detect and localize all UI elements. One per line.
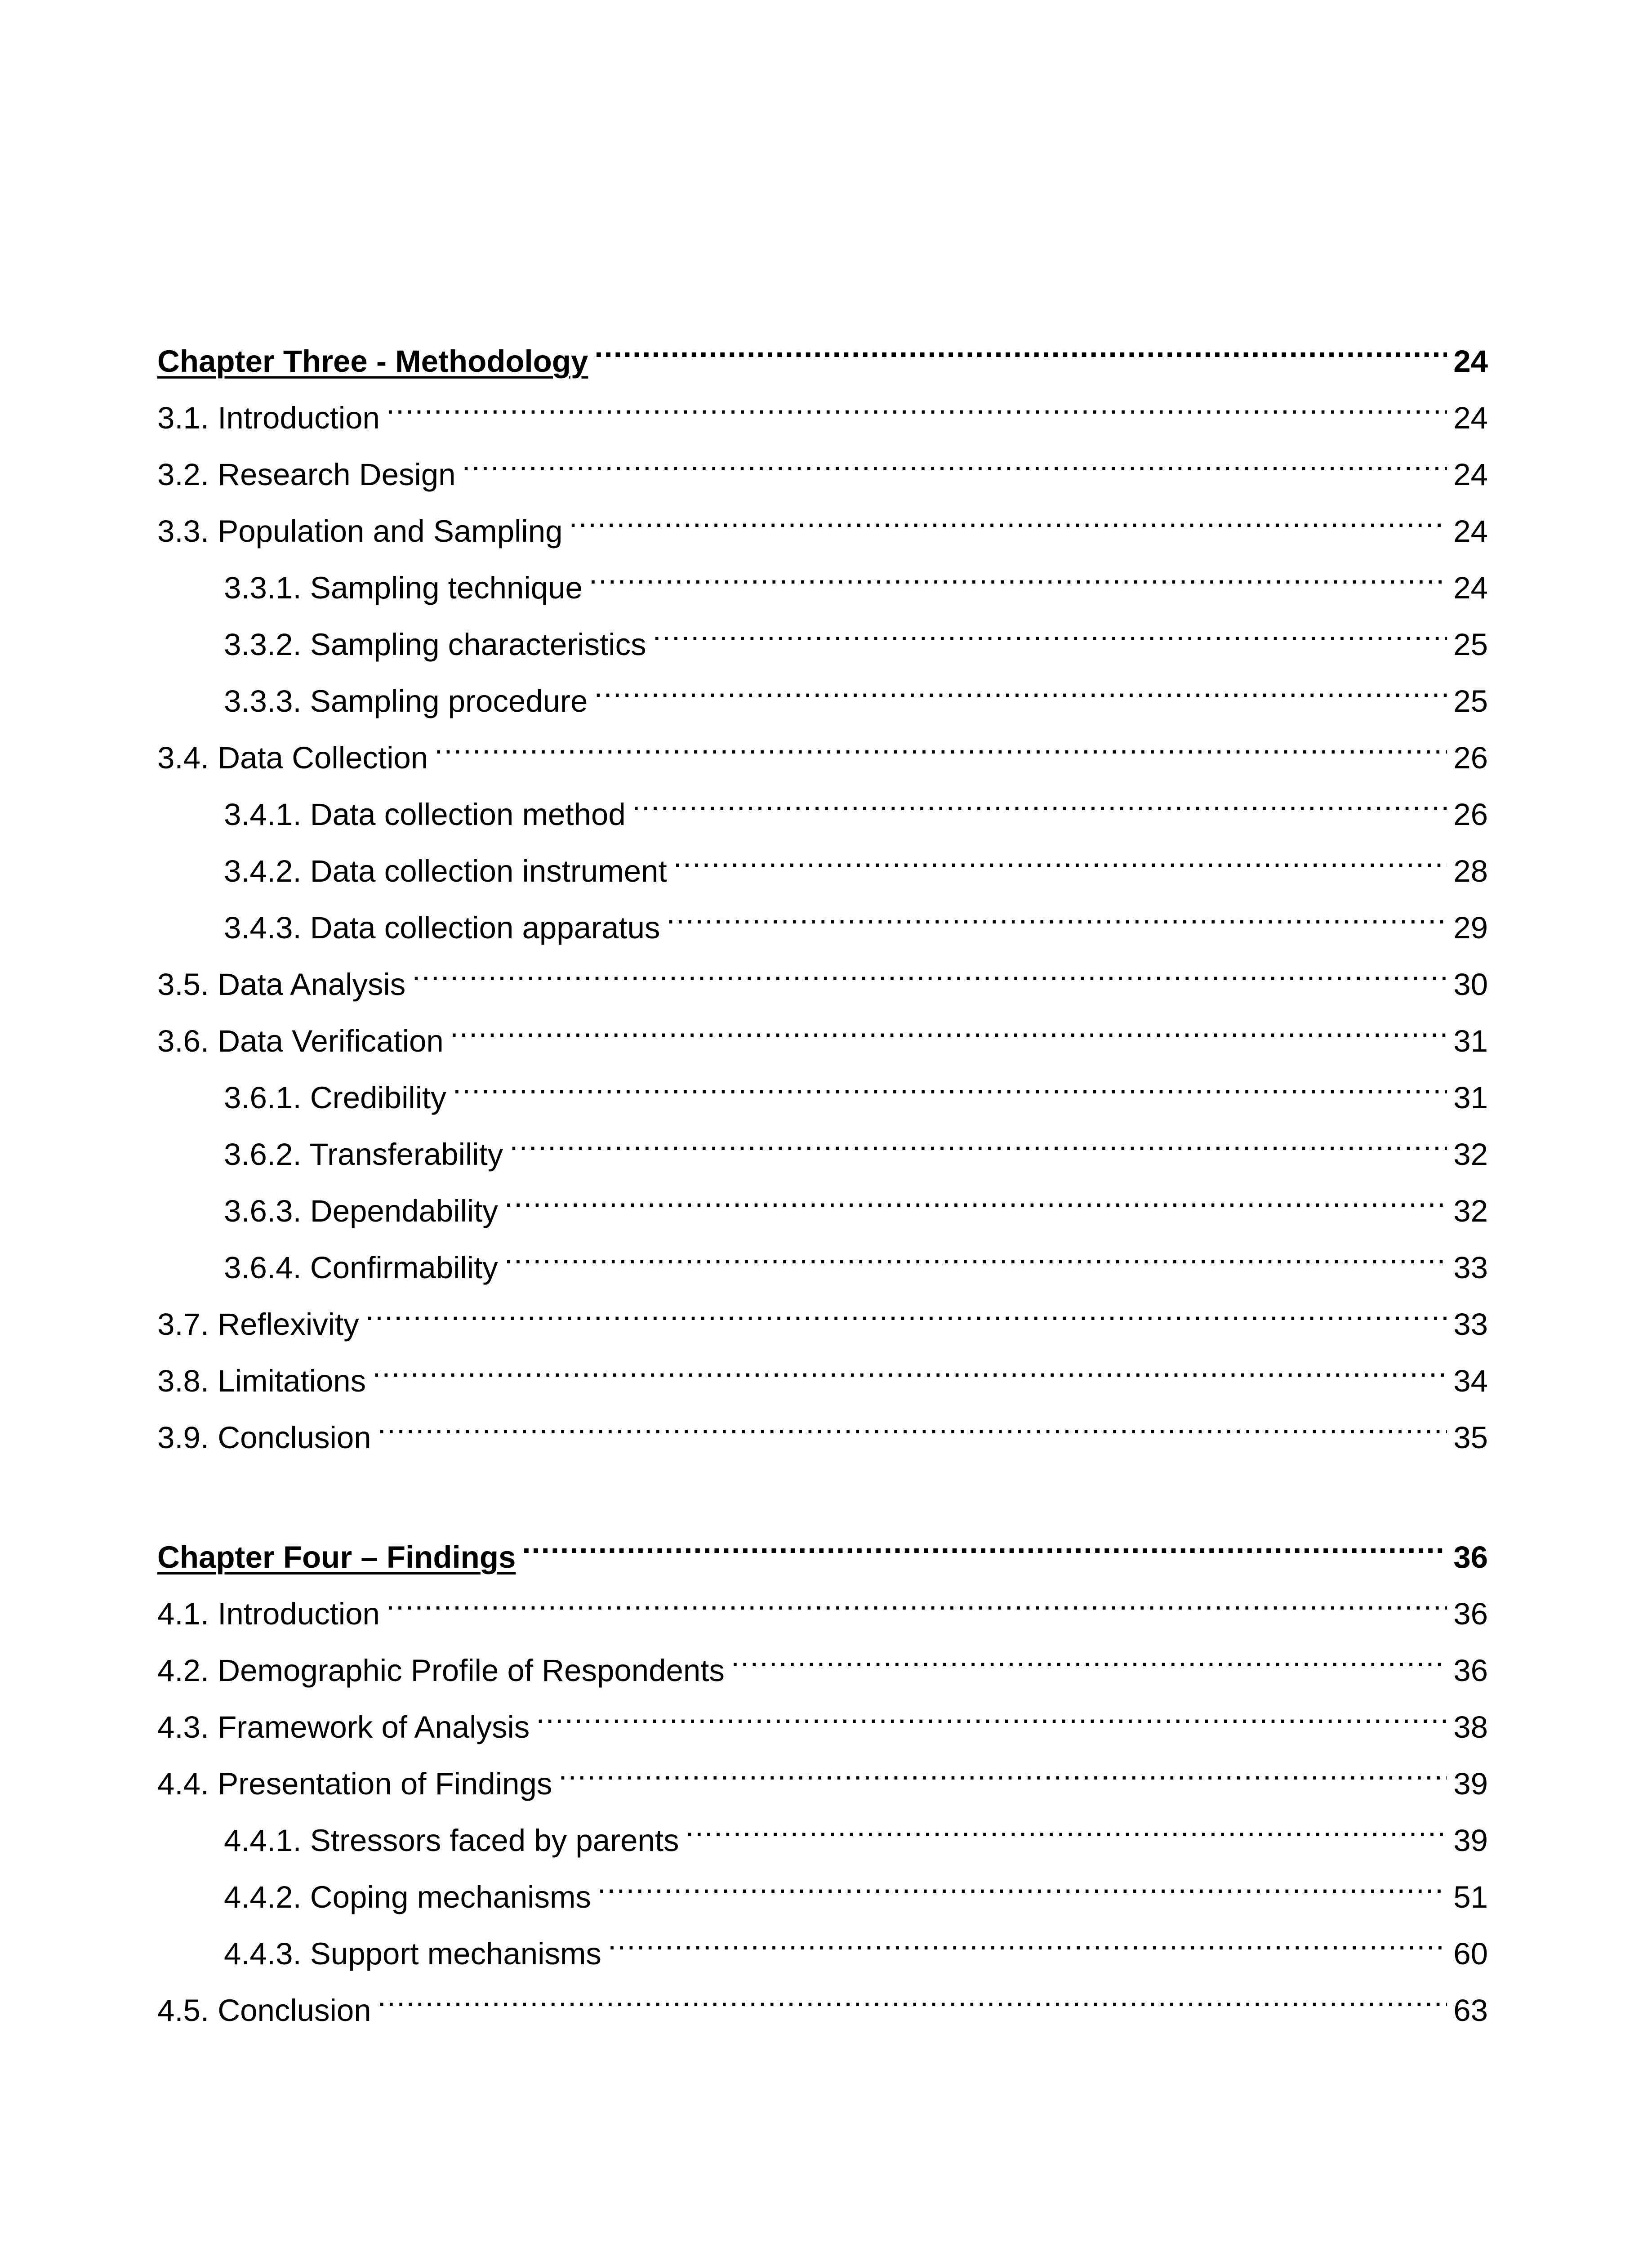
toc-subsection-entry[interactable] xyxy=(157,1806,1488,1858)
toc-entry-title: Chapter Four – Findings xyxy=(157,1540,516,1574)
dot-leader xyxy=(504,1233,1447,1278)
dot-leader xyxy=(536,1693,1447,1738)
toc-entry-title: 3.8. Limitations xyxy=(157,1364,366,1398)
toc-page-number: 51 xyxy=(1453,1880,1488,1914)
toc-entry-title: 4.5. Conclusion xyxy=(157,1993,371,2028)
toc-page-number: 32 xyxy=(1453,1194,1488,1228)
toc-page-number: 31 xyxy=(1453,1080,1488,1115)
toc-subsection-entry[interactable] xyxy=(157,1063,1488,1115)
toc-entry-title: Chapter Three - Methodology xyxy=(157,344,588,379)
toc-page-number: 25 xyxy=(1453,684,1488,718)
dot-leader xyxy=(608,1919,1447,1964)
toc-entry-title: 3.7. Reflexivity xyxy=(157,1307,359,1342)
toc-page-number: 24 xyxy=(1453,571,1488,605)
toc-subsection-entry[interactable] xyxy=(157,667,1488,718)
dot-leader xyxy=(673,837,1447,882)
toc-entry-title: 4.4. Presentation of Findings xyxy=(157,1766,552,1801)
toc-section-entry[interactable] xyxy=(157,1693,1488,1744)
toc-entry-title: 3.3.2. Sampling characteristics xyxy=(224,627,646,662)
dot-leader xyxy=(653,610,1447,655)
toc-entry-title: 3.6.4. Confirmability xyxy=(224,1250,498,1285)
dot-leader xyxy=(686,1806,1447,1851)
toc-entry-title: 3.1. Introduction xyxy=(157,401,380,435)
dot-leader xyxy=(504,1177,1447,1222)
dot-leader xyxy=(666,893,1447,938)
toc-entry-title: 4.3. Framework of Analysis xyxy=(157,1710,530,1744)
dot-leader xyxy=(386,1579,1447,1624)
toc-entry-title: 3.6.3. Dependability xyxy=(224,1194,498,1228)
toc-page-number: 24 xyxy=(1453,401,1488,435)
toc-chapter-heading[interactable] xyxy=(157,327,1488,379)
dot-leader xyxy=(597,1863,1447,1908)
toc-entry-title: 3.2. Research Design xyxy=(157,457,456,492)
toc-subsection-entry[interactable] xyxy=(157,837,1488,888)
toc-page-number: 32 xyxy=(1453,1137,1488,1172)
toc-subsection-entry[interactable] xyxy=(157,610,1488,662)
toc-page-number: 63 xyxy=(1453,1993,1488,2028)
dot-leader xyxy=(386,384,1447,428)
toc-section-entry[interactable] xyxy=(157,1749,1488,1801)
dot-leader xyxy=(453,1063,1447,1108)
toc-entry-title: 3.4.3. Data collection apparatus xyxy=(224,910,660,945)
toc-page-number: 39 xyxy=(1453,1823,1488,1858)
toc-chapter-heading[interactable] xyxy=(157,1523,1488,1574)
toc-entry-title: 3.9. Conclusion xyxy=(157,1420,371,1455)
toc-subsection-entry[interactable] xyxy=(157,1919,1488,1971)
toc-subsection-entry[interactable] xyxy=(157,780,1488,832)
toc-section-entry[interactable] xyxy=(157,1290,1488,1342)
toc-entry-title: 3.4. Data Collection xyxy=(157,740,428,775)
toc-page-number: 30 xyxy=(1453,967,1488,1002)
toc-page-number: 26 xyxy=(1453,740,1488,775)
dot-leader xyxy=(594,327,1447,372)
toc-page-number: 24 xyxy=(1453,457,1488,492)
toc-page-number: 29 xyxy=(1453,910,1488,945)
dot-leader xyxy=(509,1120,1447,1165)
toc-page-number: 24 xyxy=(1453,514,1488,549)
toc-entry-title: 4.4.2. Coping mechanisms xyxy=(224,1880,591,1914)
toc-subsection-entry[interactable] xyxy=(157,1863,1488,1914)
dot-leader xyxy=(594,667,1447,712)
toc-subsection-entry[interactable] xyxy=(157,1233,1488,1285)
toc-entry-title: 3.3. Population and Sampling xyxy=(157,514,563,549)
toc-page-number: 39 xyxy=(1453,1766,1488,1801)
toc-page-number: 60 xyxy=(1453,1936,1488,1971)
toc-section-entry[interactable] xyxy=(157,1579,1488,1631)
dot-leader xyxy=(378,1976,1447,2021)
toc-page-number: 28 xyxy=(1453,854,1488,888)
toc-subsection-entry[interactable] xyxy=(157,1120,1488,1172)
toc-entry-title: 4.4.3. Support mechanisms xyxy=(224,1936,601,1971)
toc-page-number: 33 xyxy=(1453,1250,1488,1285)
toc-subsection-entry[interactable] xyxy=(157,553,1488,605)
dot-leader xyxy=(372,1347,1447,1392)
toc-section-entry[interactable] xyxy=(157,1007,1488,1058)
toc-entry-title: 4.1. Introduction xyxy=(157,1597,380,1631)
toc-section-entry[interactable] xyxy=(157,440,1488,492)
toc-entry-title: 3.3.1. Sampling technique xyxy=(224,571,583,605)
toc-page-number: 38 xyxy=(1453,1710,1488,1744)
toc-page-number: 36 xyxy=(1453,1540,1488,1574)
dot-leader xyxy=(731,1636,1447,1681)
dot-leader xyxy=(558,1749,1447,1794)
toc-entry-title: 3.6. Data Verification xyxy=(157,1024,444,1058)
toc-entry-title: 3.6.1. Credibility xyxy=(224,1080,446,1115)
toc-page-number: 25 xyxy=(1453,627,1488,662)
toc-section-entry[interactable] xyxy=(157,723,1488,775)
toc-subsection-entry[interactable] xyxy=(157,1177,1488,1228)
toc-entry-title: 3.3.3. Sampling procedure xyxy=(224,684,588,718)
toc-section-entry[interactable] xyxy=(157,497,1488,549)
toc-section-entry[interactable] xyxy=(157,1636,1488,1688)
dot-leader xyxy=(450,1007,1447,1052)
toc-page-number: 34 xyxy=(1453,1364,1488,1398)
toc-page-number: 26 xyxy=(1453,797,1488,832)
dot-leader xyxy=(589,553,1447,598)
toc-page-number: 36 xyxy=(1453,1653,1488,1688)
toc-page-number: 35 xyxy=(1453,1420,1488,1455)
dot-leader xyxy=(632,780,1447,825)
dot-leader xyxy=(569,497,1447,542)
toc-section-entry[interactable] xyxy=(157,1347,1488,1398)
toc-page-number: 33 xyxy=(1453,1307,1488,1342)
toc-entry-title: 3.4.1. Data collection method xyxy=(224,797,626,832)
toc-page-number: 31 xyxy=(1453,1024,1488,1058)
toc-entry-title: 4.2. Demographic Profile of Respondents xyxy=(157,1653,725,1688)
toc-section-entry[interactable] xyxy=(157,1976,1488,2028)
toc-entry-title: 3.5. Data Analysis xyxy=(157,967,406,1002)
toc-section-entry[interactable] xyxy=(157,384,1488,435)
dot-leader xyxy=(412,950,1447,995)
dot-leader xyxy=(462,440,1447,485)
toc-section-entry[interactable] xyxy=(157,950,1488,1002)
toc-subsection-entry[interactable] xyxy=(157,893,1488,945)
toc-page-number: 24 xyxy=(1453,344,1488,379)
dot-leader xyxy=(378,1403,1447,1448)
dot-leader xyxy=(522,1523,1447,1568)
toc-entry-title: 3.4.2. Data collection instrument xyxy=(224,854,667,888)
toc-section-entry[interactable] xyxy=(157,1403,1488,1455)
toc-entry-title: 4.4.1. Stressors faced by parents xyxy=(224,1823,679,1858)
toc-page-number: 36 xyxy=(1453,1597,1488,1631)
dot-leader xyxy=(434,723,1447,768)
dot-leader xyxy=(365,1290,1447,1335)
toc-entry-title: 3.6.2. Transferability xyxy=(224,1137,503,1172)
